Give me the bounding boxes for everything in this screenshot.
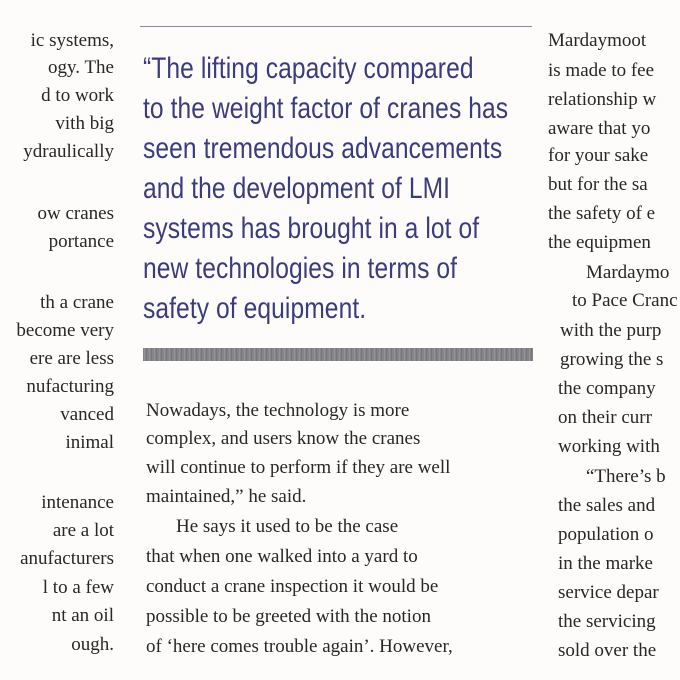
text-line: portance <box>48 231 114 252</box>
text-line: nufacturing <box>26 376 114 397</box>
text-line: anufacturers <box>20 548 114 569</box>
text-line: become very <box>16 320 114 341</box>
text-line: ogy. The <box>48 57 114 78</box>
text-line: for your sake <box>548 145 649 166</box>
text-line: to Pace Cranc <box>572 290 678 311</box>
text-line: ydraulically <box>23 141 114 162</box>
text-line: ic systems, <box>30 30 114 51</box>
pull-quote-line: to the weight factor of cranes has <box>143 92 509 125</box>
text-line: working with <box>558 436 660 457</box>
text-line: ere are less <box>29 348 114 369</box>
text-line: l to a few <box>42 577 114 598</box>
text-line: complex, and users know the cranes <box>146 428 421 449</box>
text-line: Mardaymo <box>586 262 670 283</box>
pull-quote-line: seen tremendous advancements <box>143 132 503 165</box>
text-line: in the marke <box>558 553 653 574</box>
text-line: aware that yo <box>548 118 651 139</box>
right-column-text <box>548 0 680 680</box>
left-column-text <box>0 0 114 680</box>
text-line: nt an oil <box>51 605 114 626</box>
text-line: Mardaymoot <box>548 30 647 51</box>
text-line: on their curr <box>558 407 652 428</box>
text-line: He says it used to be the case <box>176 516 399 537</box>
text-line: growing the s <box>560 349 664 370</box>
text-line: the equipmen <box>548 232 651 253</box>
center-column-text <box>140 0 540 680</box>
text-line: but for the sa <box>548 174 648 195</box>
text-line: are a lot <box>52 520 114 541</box>
text-line: intenance <box>41 492 114 513</box>
pull-quote-line: safety of equipment. <box>143 292 367 325</box>
text-line: is made to fee <box>548 60 655 81</box>
text-line: maintained,” he said. <box>146 486 307 507</box>
text-line: d to work <box>41 85 114 106</box>
pull-quote-line: “The lifting capacity compared <box>143 52 474 85</box>
text-line: the safety of e <box>548 203 656 224</box>
text-line: vanced <box>60 404 114 425</box>
text-line: inimal <box>65 432 114 453</box>
text-line: of ‘here comes trouble again’. However, <box>146 636 453 657</box>
text-line: th a crane <box>40 292 114 313</box>
text-line: relationship w <box>548 89 657 110</box>
text-line: population o <box>558 524 654 545</box>
text-line: ough. <box>71 634 114 655</box>
text-line: Nowadays, the technology is more <box>146 400 410 421</box>
text-line: vith big <box>55 113 114 134</box>
text-line: ow cranes <box>37 203 114 224</box>
text-line: conduct a crane inspection it would be <box>146 576 439 597</box>
pull-quote-line: new technologies in terms of <box>143 252 458 285</box>
text-line: possible to be greeted with the notion <box>146 606 431 627</box>
text-line: will continue to perform if they are well <box>146 457 451 478</box>
pull-quote-line: systems has brought in a lot of <box>143 212 480 245</box>
text-line: with the purp <box>560 320 662 341</box>
text-line: service depar <box>558 582 659 603</box>
text-line: the sales and <box>558 495 656 516</box>
text-line: “There’s b <box>586 466 666 487</box>
text-line: that when one walked into a yard to <box>146 546 418 567</box>
pull-quote-line: and the development of LMI <box>143 172 451 205</box>
text-line: sold over the <box>558 640 657 661</box>
text-line: the company <box>558 378 656 399</box>
text-line: the servicing <box>558 611 656 632</box>
